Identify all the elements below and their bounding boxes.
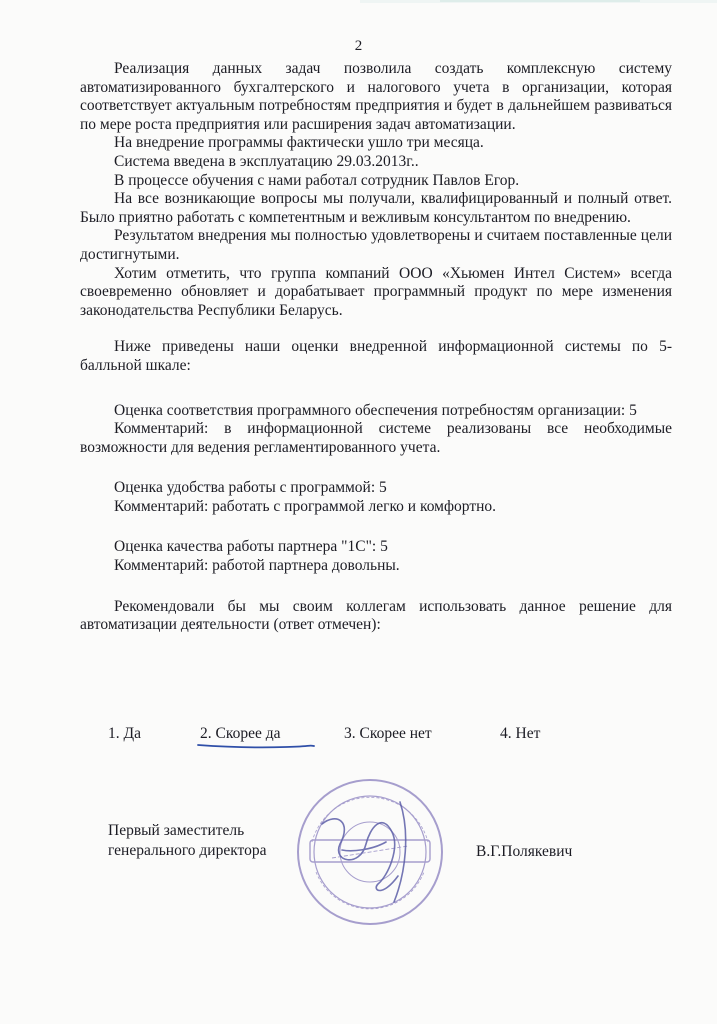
rating-software-fit-comment: Комментарий: в информационной системе реализованы все необходимые возможности для ведения регламентированного учета. (80, 420, 672, 456)
handwritten-underline (196, 739, 316, 751)
scan-edge-artifact (360, 0, 717, 10)
option-rather-no: 3. Скорее нет (344, 725, 432, 742)
rating-partner: Оценка качества работы партнера "1С": 5 (114, 538, 388, 556)
signature-scribble (322, 802, 406, 902)
ratings-intro: Ниже приведены наши оценки внедренной информационной системы по 5-балльной шкале: (80, 338, 672, 374)
rating-usability: Оценка удобства работы с программой: 5 (114, 479, 387, 497)
stamp-seal (298, 780, 442, 924)
option-rather-yes: 2. Скорее да (200, 725, 281, 742)
paragraph-summary: Реализация данных задач позволила создать комплексную систему автоматизированного бухгалтерского и налогового учета в организации, которая соответствует актуальным потребностям предприятия и будет в дальнейшем развиваться по мере роста предприятия или расширения задач автоматизации. (80, 60, 672, 133)
rating-partner-comment: Комментарий: работой партнера довольны. (114, 557, 400, 575)
paragraph-updates: Хотим отметить, что группа компаний ООО «Хьюмен Интел Систем» всегда своевременно обновляет и дорабатывает программный продукт по мере изменения законодательства Республики Беларусь. (80, 264, 672, 319)
letter-body (80, 60, 672, 635)
signer-name: В.Г.Полякевич (476, 843, 573, 860)
signer-position (108, 821, 267, 861)
option-no: 4. Нет (500, 725, 541, 742)
recommend-question: Рекомендовали бы мы своим коллегам использовать данное решение для автоматизации деятельности (ответ отмечен): (80, 597, 672, 634)
paragraph-result: Результатом внедрения мы полностью удовлетворены и считаем поставленные цели достигнутыми. (80, 227, 672, 263)
signer-position-line2: генерального директора (108, 842, 267, 859)
recommend-options (108, 725, 628, 747)
paragraph-support: На все возникающие вопросы мы получали, квалифицированный и полный ответ. Было приятно работать с компетентным и вежливым консультантом по внедрению. (80, 190, 672, 226)
signer-position-line1: Первый заместитель (108, 822, 245, 839)
paragraph-duration: На внедрение программы фактически ушло три месяца. (114, 134, 484, 152)
rating-usability-comment: Комментарий: работать с программой легко и комфортно. (114, 497, 497, 515)
paragraph-trainer: В процессе обучения с нами работал сотрудник Павлов Егор. (114, 171, 520, 189)
official-stamp-with-signature (282, 772, 452, 932)
rating-software-fit: Оценка соответствия программного обеспечения потребностям организации: 5 (114, 401, 637, 419)
paragraph-launch-date: Система введена в эксплуатацию 29.03.2013г.. (114, 152, 419, 170)
option-yes: 1. Да (108, 725, 141, 742)
page-number: 2 (354, 38, 363, 54)
